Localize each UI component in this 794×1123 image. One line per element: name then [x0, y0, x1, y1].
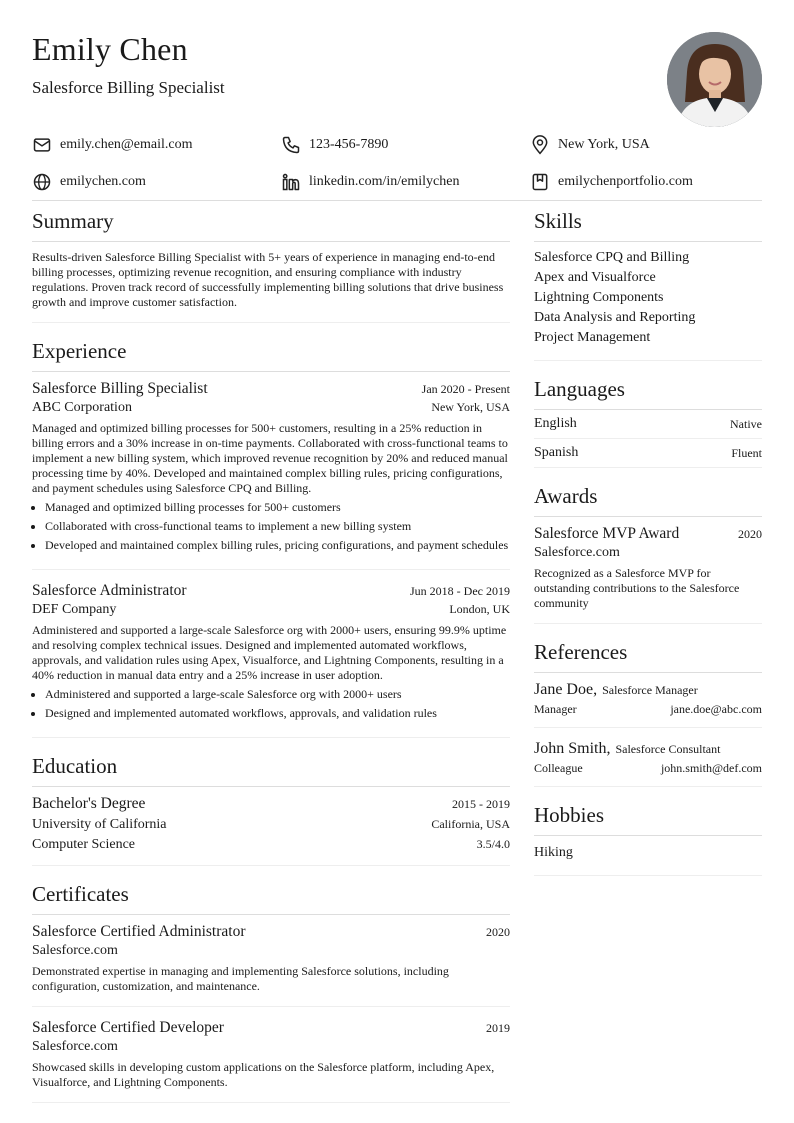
skills-list [534, 242, 762, 361]
candidate-name: Emily Chen [32, 31, 188, 67]
experience-company: ABC Corporation [32, 400, 132, 415]
skills-section [534, 201, 762, 361]
education-gpa: 3.5/4.0 [476, 837, 510, 851]
language-name: English [534, 416, 577, 431]
summary-heading: Summary [32, 201, 510, 242]
hobby-item: Hiking [534, 845, 573, 860]
certificate-item [32, 1007, 510, 1103]
profile-photo [667, 32, 762, 127]
experience-dates: Jan 2020 - Present [421, 382, 510, 396]
hobbies-section [534, 795, 762, 876]
language-level: Native [730, 416, 762, 431]
contact-phone[interactable] [281, 136, 530, 154]
hobbies-list [534, 836, 762, 876]
reference-email[interactable]: john.smith@def.com [660, 761, 762, 775]
contact-location [530, 136, 762, 154]
right-column [534, 201, 762, 1103]
certificates-section [32, 874, 510, 1103]
experience-role: Salesforce Administrator [32, 582, 187, 599]
education-section [32, 746, 510, 866]
certificate-item [32, 915, 510, 1007]
contact-portfolio[interactable] [530, 173, 762, 191]
award-issuer: Salesforce.com [534, 545, 620, 560]
contact-location-text: New York, USA [558, 137, 650, 152]
experience-role: Salesforce Billing Specialist [32, 380, 208, 397]
references-section [534, 632, 762, 787]
experience-bullets [32, 500, 510, 553]
contact-email-text: emily.chen@email.com [60, 137, 193, 152]
profile-photo-image [667, 32, 762, 127]
certificate-year: 2020 [486, 925, 510, 939]
resume-header [32, 0, 762, 130]
skill-item: Project Management [534, 330, 651, 345]
contact-portfolio-text: emilychenportfolio.com [558, 174, 693, 189]
certificate-issuer: Salesforce.com [32, 943, 118, 958]
language-item [534, 410, 762, 439]
reference-position: Salesforce Consultant [615, 742, 721, 756]
reference-email[interactable]: jane.doe@abc.com [670, 702, 762, 716]
languages-section [534, 369, 762, 468]
skills-heading: Skills [534, 201, 762, 242]
education-dates: 2015 - 2019 [452, 797, 510, 811]
reference-position: Salesforce Manager [602, 683, 698, 697]
education-heading: Education [32, 746, 510, 787]
language-item [534, 439, 762, 468]
experience-location: New York, USA [431, 400, 510, 414]
award-item [534, 517, 762, 624]
experience-bullet: • Collaborated with cross-functional teams to implement a new billing system [45, 519, 510, 534]
education-school: University of California [32, 817, 167, 832]
mail-icon [32, 135, 52, 155]
linkedin-icon [281, 172, 301, 192]
skill-item: Salesforce CPQ and Billing [534, 250, 690, 265]
education-degree: Bachelor's Degree [32, 795, 146, 812]
contact-email[interactable] [32, 136, 281, 154]
resume-body [32, 201, 762, 1103]
experience-bullet: • Designed and implemented automated workflows, approvals, and validation rules [45, 706, 510, 721]
experience-section [32, 331, 510, 738]
reference-relation: Colleague [534, 761, 583, 775]
candidate-title: Salesforce Billing Specialist [32, 78, 225, 97]
education-field: Computer Science [32, 837, 136, 852]
summary-section [32, 201, 510, 323]
experience-dates: Jun 2018 - Dec 2019 [410, 584, 510, 598]
hobbies-heading: Hobbies [534, 795, 762, 836]
certificates-heading: Certificates [32, 874, 510, 915]
awards-section [534, 476, 762, 624]
experience-item [32, 570, 510, 738]
award-description: Recognized as a Salesforce MVP for outstanding contributions to the Salesforce community [534, 566, 740, 610]
reference-item [534, 728, 762, 787]
experience-bullet: • Developed and maintained complex billing rules, pricing configurations, and payment schedules [45, 538, 510, 553]
award-year: 2020 [738, 527, 762, 541]
contact-phone-text: 123-456-7890 [309, 137, 389, 152]
contact-linkedin-text: linkedin.com/in/emilychen [309, 174, 460, 189]
contact-info [32, 136, 762, 200]
language-name: Spanish [534, 445, 579, 460]
experience-description: Administered and supported a large-scale Salesforce org with 2000+ users, ensuring 99.9% uptime and resolving complex technical issues. Designed and implemented automated workflows, approvals, and validation rules using Apex, Visualforce, and Lightning Components, resulting in a 40% reduction in manual data entry and a 25% increase in user adoption. [32, 623, 507, 682]
certificate-description: Demonstrated expertise in managing and implementing Salesforce solutions, including configuration, customization, and maintenance. [32, 964, 449, 993]
certificate-issuer: Salesforce.com [32, 1039, 118, 1054]
awards-heading: Awards [534, 476, 762, 517]
skill-item: Data Analysis and Reporting [534, 310, 696, 325]
reference-name: Jane Doe, [534, 681, 598, 698]
certificate-year: 2019 [486, 1021, 510, 1035]
experience-bullets [32, 687, 510, 721]
skill-item: Apex and Visualforce [534, 270, 656, 285]
globe-icon [32, 172, 52, 192]
reference-name: John Smith, [534, 740, 611, 757]
certificate-name: Salesforce Certified Developer [32, 1019, 224, 1036]
location-icon [530, 135, 550, 155]
skill-item: Lightning Components [534, 290, 664, 305]
experience-item [32, 372, 510, 570]
experience-description: Managed and optimized billing processes for 500+ customers, resulting in a 25% reduction in billing errors and a 30% increase in on-time payments. Collaborated with cross-functional teams to implement a new billing system, which improved revenue recognition by 20% and reduced manual processing time by 40%. Developed and maintained complex billing rules, pricing configurations, and payment schedules using Salesforce CPQ and Billing. [32, 421, 508, 495]
education-item [32, 787, 510, 866]
contact-website-text: emilychen.com [60, 174, 146, 189]
phone-icon [281, 135, 301, 155]
summary-entry [32, 250, 510, 323]
education-location: California, USA [431, 817, 510, 831]
experience-company: DEF Company [32, 602, 117, 617]
left-column [32, 201, 510, 1103]
experience-location: London, UK [449, 602, 510, 616]
certificate-description: Showcased skills in developing custom applications on the Salesforce platform, including Apex, Visualforce, and Lightning Components. [32, 1060, 495, 1089]
contact-linkedin[interactable] [281, 173, 530, 191]
experience-bullet: • Administered and supported a large-scale Salesforce org with 2000+ users [45, 687, 510, 702]
contact-website[interactable] [32, 173, 281, 191]
award-name: Salesforce MVP Award [534, 525, 680, 542]
bookmark-icon [530, 172, 550, 192]
languages-heading: Languages [534, 369, 762, 410]
language-level: Fluent [731, 445, 762, 460]
summary-text: Results-driven Salesforce Billing Specialist with 5+ years of experience in managing end-to-end billing processes, optimizing revenue recognition, and ensuring compliance with industry regulations. Proven track record of successfully implementing billing solutions that drive business growth and improve customer satisfaction. [32, 250, 504, 309]
reference-item [534, 673, 762, 728]
certificate-name: Salesforce Certified Administrator [32, 923, 246, 940]
experience-bullet: • Managed and optimized billing processes for 500+ customers [45, 500, 510, 515]
references-heading: References [534, 632, 762, 673]
experience-heading: Experience [32, 331, 510, 372]
reference-relation: Manager [534, 702, 577, 716]
